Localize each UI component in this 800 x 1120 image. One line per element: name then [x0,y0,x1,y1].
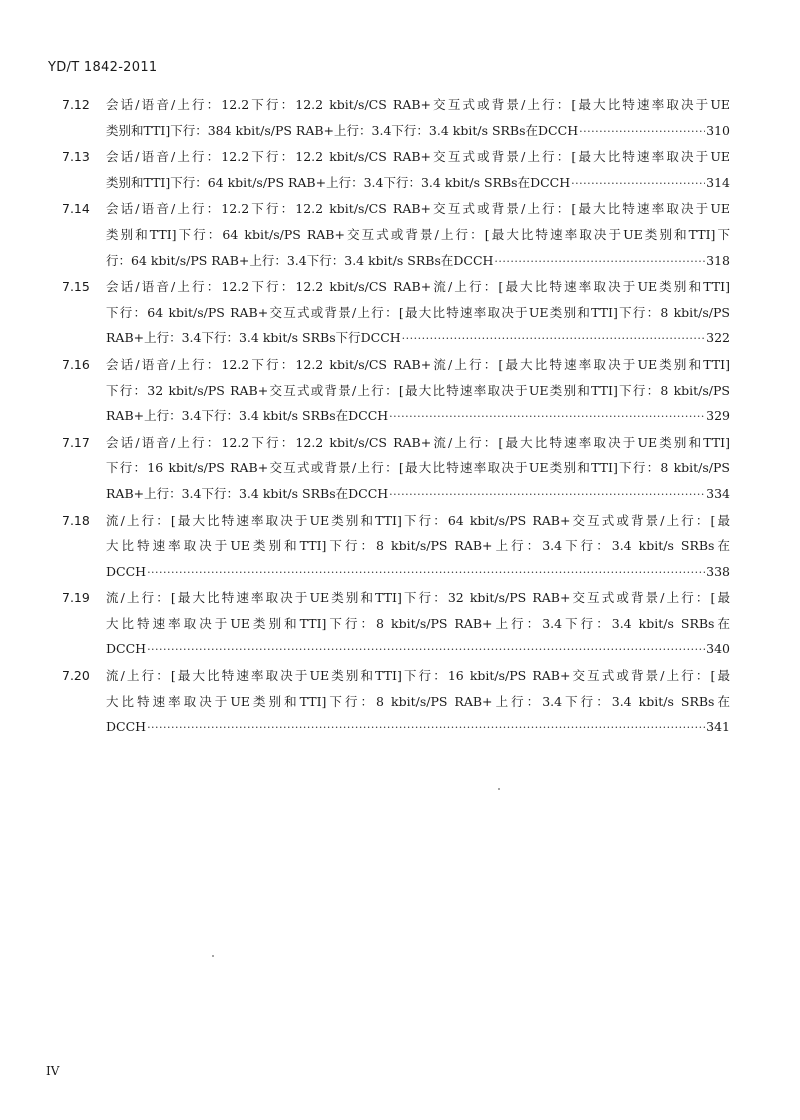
toc-entry-text: DCCH [106,719,147,735]
dot-leader [402,326,705,352]
toc-entry-line: 流/上行：[最大比特速率取决于UE类别和TTI]下行：64 kbit/s/PS RAB+交互式或背景/上行：[最 [106,512,730,528]
toc-entry [62,430,730,508]
page-number: IV [46,1064,60,1078]
toc-entry-line [106,248,730,275]
dot-leader [579,119,705,145]
toc-entry [62,274,730,352]
dot-leader [147,715,705,741]
toc-entry-text: RAB+上行：3.4下行：3.4 kbit/s SRBs在DCCH [106,408,389,424]
toc-entry-number: 7.13 [62,149,90,165]
toc-entry-page: 318 [706,252,730,268]
toc-entry-line [106,636,730,663]
toc-entry-line [106,325,730,352]
toc-entry-line: 下行：16 kbit/s/PS RAB+交互式或背景/上行：[最大比特速率取决于UE类别和TTI]下行：8 kbit/s/PS [106,460,730,476]
toc-entry-number: 7.18 [62,512,90,528]
toc-entry-text: 类别和TTI]下行：64 kbit/s/PS RAB+上行：3.4下行：3.4 kbit/s SRBs在DCCH [106,174,571,190]
dot-leader [389,404,705,430]
toc-entry-line [106,714,730,741]
toc-entry-number: 7.15 [62,279,90,295]
toc-entry-line: 大比特速率取决于UE类别和TTI]下行：8 kbit/s/PS RAB+上行：3.4下行：3.4 kbit/s SRBs在 [106,615,730,631]
toc-entry-number: 7.17 [62,434,90,450]
toc-entry-line: 下行：64 kbit/s/PS RAB+交互式或背景/上行：[最大比特速率取决于UE类别和TTI]下行：8 kbit/s/PS [106,304,730,320]
toc-entry [62,585,730,663]
dot-leader [147,560,705,586]
toc-entry-line: 会话/语音/上行：12.2下行：12.2 kbit/s/CS RAB+流/上行：[最大比特速率取决于UE类别和TTI] [106,434,730,450]
table-of-contents [62,92,730,741]
toc-entry-text: RAB+上行：3.4下行：3.4 kbit/s SRBs在DCCH [106,485,389,501]
toc-entry-line: 会话/语音/上行：12.2下行：12.2 kbit/s/CS RAB+交互式或背景/上行：[最大比特速率取决于UE [106,97,730,112]
toc-entry-page: 310 [706,122,730,138]
toc-entry-text: DCCH [106,563,147,579]
toc-entry-page: 334 [706,485,730,501]
toc-entry [62,196,730,274]
toc-entry [62,144,730,196]
toc-entry-page: 322 [706,330,730,346]
scan-speck [498,788,500,790]
toc-entry-line [106,481,730,508]
toc-entry-line: 类别和TTI]下行：64 kbit/s/PS RAB+交互式或背景/上行：[最大比特速率取决于UE类别和TTI]下 [106,226,730,242]
toc-entry-line: 会话/语音/上行：12.2下行：12.2 kbit/s/CS RAB+流/上行：[最大比特速率取决于UE类别和TTI] [106,356,730,372]
toc-entry [62,508,730,586]
toc-entry-line: 流/上行：[最大比特速率取决于UE类别和TTI]下行：32 kbit/s/PS RAB+交互式或背景/上行：[最 [106,590,730,606]
dot-leader [571,171,705,197]
toc-entry [62,663,730,741]
toc-entry-number: 7.16 [62,356,90,372]
toc-entry-line [106,403,730,430]
toc-entry-text: 行：64 kbit/s/PS RAB+上行：3.4下行：3.4 kbit/s SRBs在DCCH [106,252,494,268]
toc-entry-line: 大比特速率取决于UE类别和TTI]下行：8 kbit/s/PS RAB+上行：3.4下行：3.4 kbit/s SRBs在 [106,693,730,709]
toc-entry-text: DCCH [106,641,147,657]
toc-entry-page: 341 [706,719,730,735]
toc-entry-line: 会话/语音/上行：12.2下行：12.2 kbit/s/CS RAB+流/上行：[最大比特速率取决于UE类别和TTI] [106,279,730,295]
toc-entry [62,92,730,144]
toc-entry [62,352,730,430]
toc-entry-line: 流/上行：[最大比特速率取决于UE类别和TTI]下行：16 kbit/s/PS RAB+交互式或背景/上行：[最 [106,668,730,684]
dot-leader [389,482,705,508]
toc-entry-line [106,559,730,586]
scan-speck [212,955,214,957]
toc-entry-number: 7.12 [62,97,90,112]
toc-entry-page: 340 [706,641,730,657]
toc-entry-number: 7.19 [62,590,90,606]
toc-entry-number: 7.20 [62,668,90,684]
toc-entry-line: 会话/语音/上行：12.2下行：12.2 kbit/s/CS RAB+交互式或背景/上行：[最大比特速率取决于UE [106,149,730,165]
toc-entry-line [106,170,730,197]
toc-entry-page: 314 [706,174,730,190]
toc-entry-line: 下行：32 kbit/s/PS RAB+交互式或背景/上行：[最大比特速率取决于UE类别和TTI]下行：8 kbit/s/PS [106,382,730,398]
toc-entry-number: 7.14 [62,201,90,217]
toc-entry-page: 338 [706,563,730,579]
toc-entry-page: 329 [706,408,730,424]
toc-entry-text: 类别和TTI]下行：384 kbit/s/PS RAB+上行：3.4下行：3.4 kbit/s SRBs在DCCH [106,122,579,138]
toc-entry-line: 会话/语音/上行：12.2下行：12.2 kbit/s/CS RAB+交互式或背景/上行：[最大比特速率取决于UE [106,201,730,217]
dot-leader [494,249,705,275]
document-code: YD/T 1842-2011 [48,60,158,75]
toc-entry-line: 大比特速率取决于UE类别和TTI]下行：8 kbit/s/PS RAB+上行：3.4下行：3.4 kbit/s SRBs在 [106,538,730,554]
toc-entry-line [106,118,730,145]
dot-leader [147,637,705,663]
toc-entry-text: RAB+上行：3.4下行：3.4 kbit/s SRBs下行DCCH [106,330,401,346]
